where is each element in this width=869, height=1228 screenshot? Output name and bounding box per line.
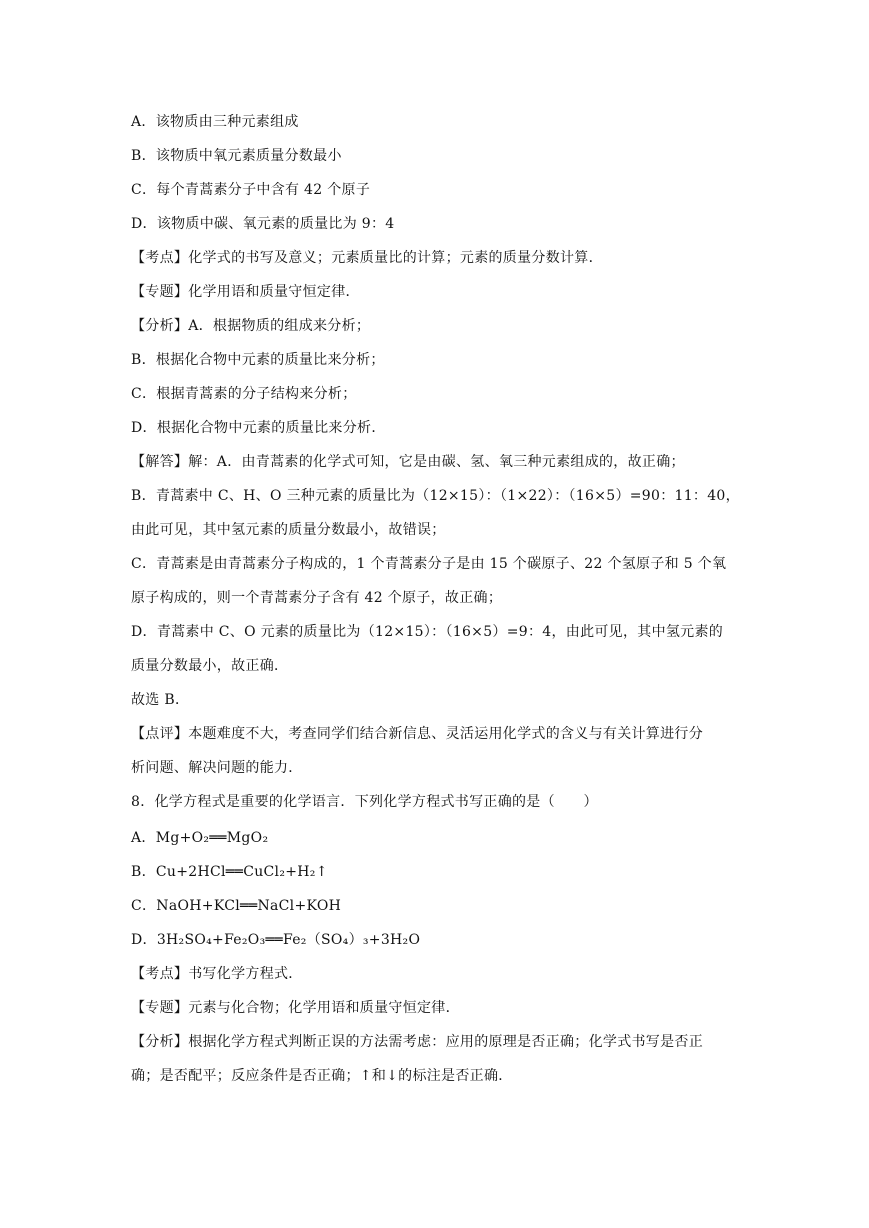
zhuanti-text: 【专题】化学用语和质量守恒定律．: [131, 284, 360, 300]
option-d-text: D．该物质中碳、氧元素的质量比为 9：4: [131, 216, 395, 232]
fenxi-c-text: C．根据青蒿素的分子结构来分析；: [131, 386, 357, 402]
jieda-d-cont-text: 质量分数最小，故正确．: [131, 658, 289, 674]
dianping-text: 【点评】本题难度不大，考查同学们结合新信息、灵活运用化学式的含义与有关计算进行分: [131, 726, 703, 742]
q8-option-d-text: D．3H₂SO₄+Fe₂O₃══Fe₂（SO₄）₃+3H₂O: [131, 932, 421, 948]
q8-option-b-text: B．Cu+2HCl══CuCl₂+H₂↑: [131, 864, 328, 880]
fenxi-text: 【分析】A．根据物质的组成来分析；: [131, 318, 371, 334]
answer-text: 故选 B．: [131, 692, 190, 708]
q8-option-c-text: C．NaOH+KCl══NaCl+KOH: [131, 898, 342, 914]
fenxi-b-text: B．根据化合物中元素的质量比来分析；: [131, 352, 385, 368]
option-c-text: C．每个青蒿素分子中含有 42 个原子: [131, 182, 371, 198]
option-a-text: A．该物质由三种元素组成: [131, 114, 299, 130]
fenxi-d-text: D．根据化合物中元素的质量比来分析．: [131, 420, 386, 436]
q8-kaodian-text: 【考点】书写化学方程式．: [131, 966, 303, 982]
q8-fenxi-text: 【分析】根据化学方程式判断正误的方法需考虑：应用的原理是否正确；化学式书写是否正: [131, 1034, 703, 1050]
dianping-cont-text: 析问题、解决问题的能力．: [131, 760, 303, 776]
kaodian-text: 【考点】化学式的书写及意义；元素质量比的计算；元素的质量分数计算．: [131, 250, 603, 266]
jieda-c-cont-text: 原子构成的，则一个青蒿素分子含有 42 个原子，故正确；: [131, 590, 503, 606]
jieda-b-text: B．青蒿素中 C、H、O 三种元素的质量比为（12×15）：（1×22）：（16×5）=90：11：40，: [131, 488, 740, 504]
option-b-text: B．该物质中氧元素质量分数最小: [131, 148, 342, 164]
jieda-d-text: D．青蒿素中 C、O 元素的质量比为（12×15）：（16×5）=9：4，由此可见，其中氢元素的: [131, 624, 724, 640]
q8-option-a-text: A．Mg+O₂══MgO₂: [131, 830, 269, 846]
question-8-text: 8．化学方程式是重要的化学语言．下列化学方程式书写正确的是（ ）: [131, 794, 598, 810]
q8-fenxi-cont-text: 确；是否配平；反应条件是否正确；↑和↓的标注是否正确．: [131, 1068, 513, 1084]
q8-zhuanti-text: 【专题】元素与化合物；化学用语和质量守恒定律．: [131, 1000, 460, 1016]
jieda-c-text: C．青蒿素是由青蒿素分子构成的，1 个青蒿素分子是由 15 个碳原子、22 个氢原子和 5 个氧: [131, 556, 727, 572]
jieda-text: 【解答】解：A．由青蒿素的化学式可知，它是由碳、氢、氧三种元素组成的，故正确；: [131, 454, 685, 470]
jieda-b-cont-text: 由此可见，其中氢元素的质量分数最小，故错误；: [131, 522, 446, 538]
